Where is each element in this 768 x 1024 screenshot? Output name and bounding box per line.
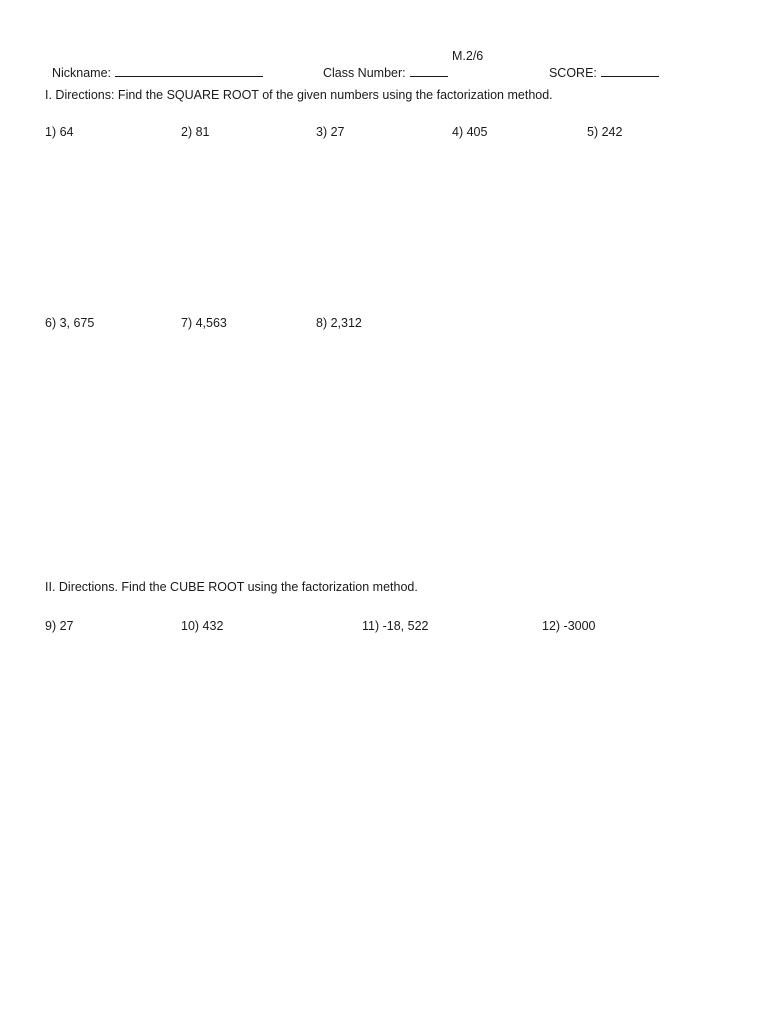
problem-2: 2) 81	[181, 125, 210, 139]
score-label: SCORE:	[548, 66, 597, 80]
score-blank-line[interactable]	[601, 64, 659, 77]
score-field	[542, 48, 659, 81]
problem-4: 4) 405	[452, 125, 488, 139]
class-name: M.2/6	[452, 49, 484, 63]
nickname-label: Nickname:	[51, 66, 111, 80]
problem-10: 10) 432	[181, 619, 224, 633]
problem-7: 7) 4,563	[181, 316, 227, 330]
section1-directions: I. Directions: Find the SQUARE ROOT of the given numbers using the factorization method.	[45, 88, 553, 102]
nickname-field	[45, 48, 263, 81]
problem-6: 6) 3, 675	[45, 316, 95, 330]
class-number-field	[316, 48, 448, 81]
section2-directions: II. Directions. Find the CUBE ROOT using the factorization method.	[45, 580, 418, 594]
problem-5: 5) 242	[587, 125, 623, 139]
class-number-blank-line[interactable]	[410, 64, 448, 77]
nickname-blank-line[interactable]	[115, 64, 263, 77]
problem-8: 8) 2,312	[316, 316, 362, 330]
problem-9: 9) 27	[45, 619, 74, 633]
problem-3: 3) 27	[316, 125, 345, 139]
problem-1: 1) 64	[45, 125, 74, 139]
problem-12: 12) -3000	[542, 619, 596, 633]
problem-11: 11) -18, 522	[362, 619, 429, 633]
class-number-label: Class Number:	[322, 66, 406, 80]
